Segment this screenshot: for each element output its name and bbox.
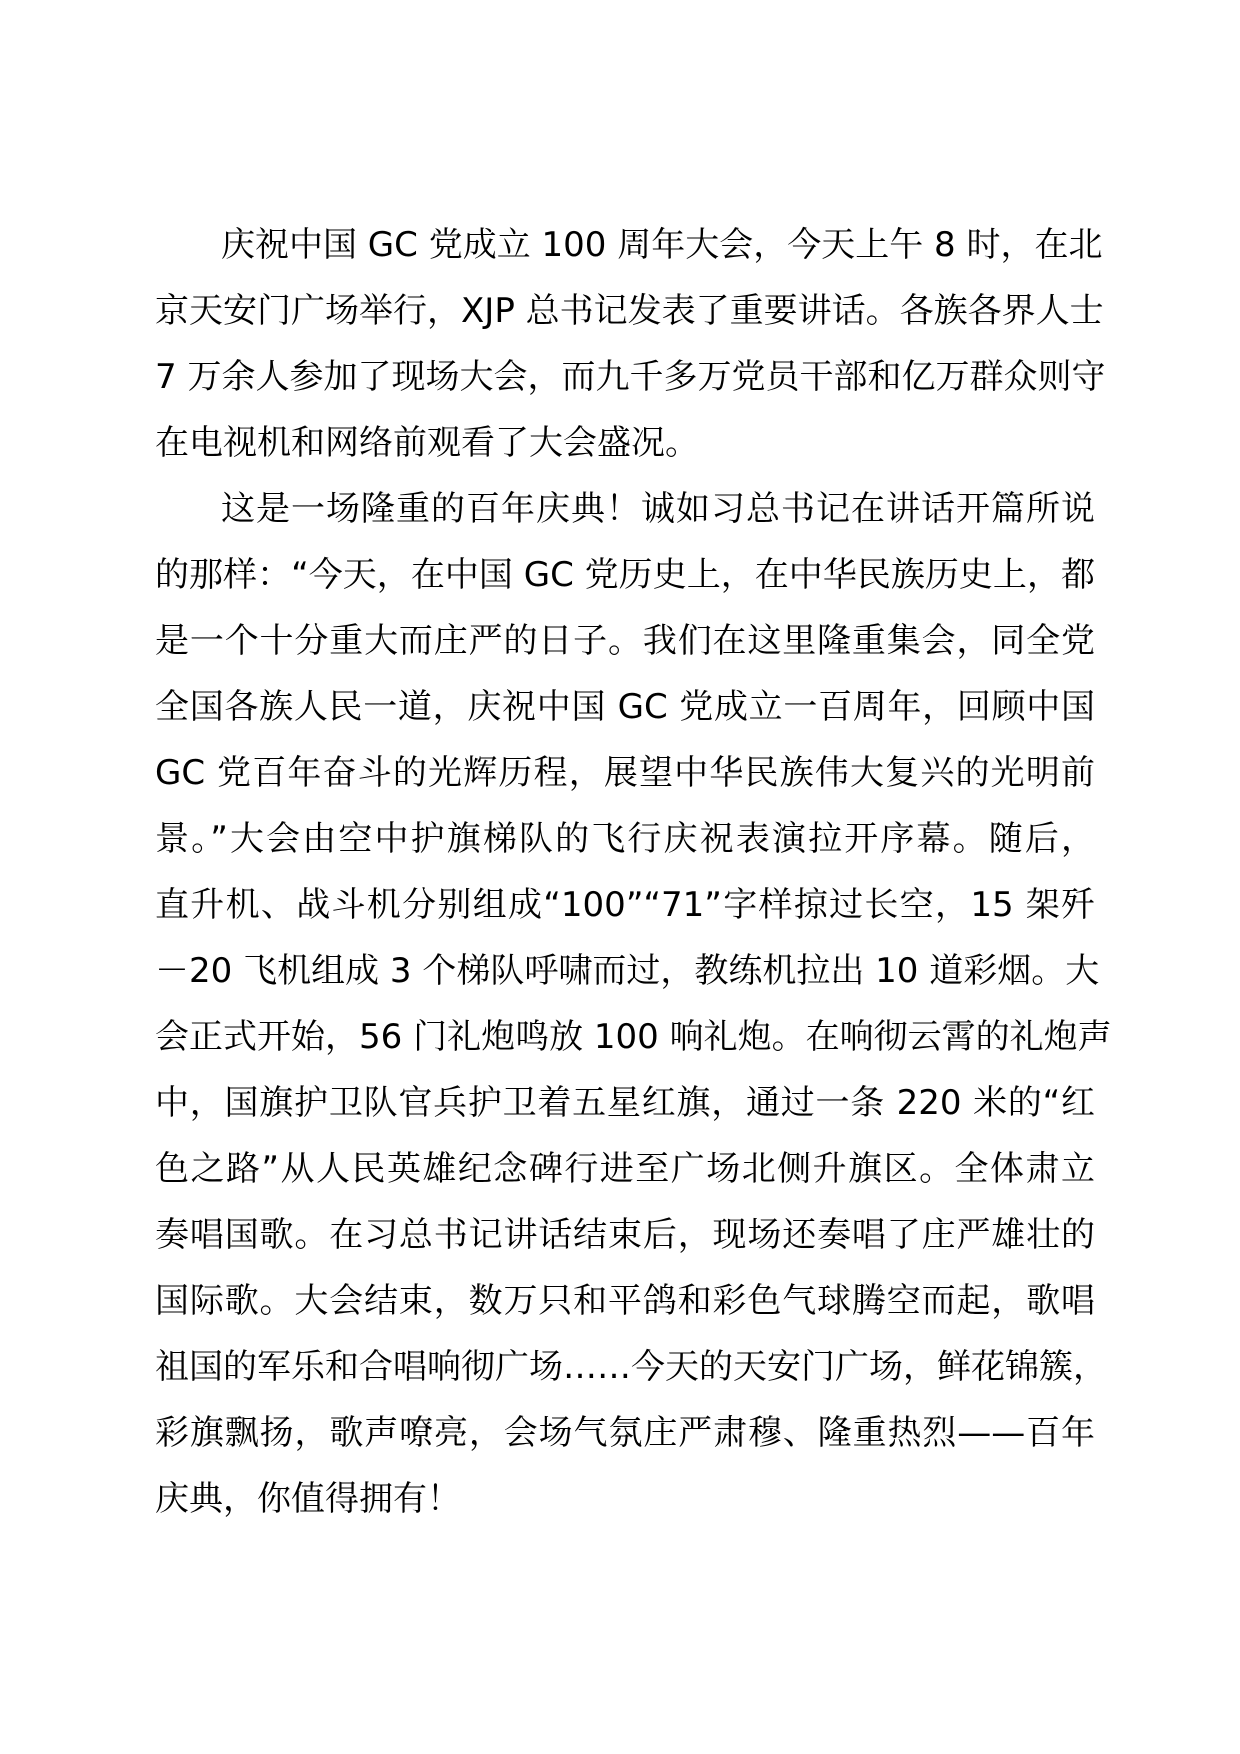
paragraph-1 [155,212,1106,476]
document-body [155,212,1112,1532]
paragraph-line: 这是一场隆重的百年庆典！诚如习总书记在讲话开篇所说 [221,489,1095,529]
paragraph-line: 庆祝中国 GC 党成立 100 周年大会，今天上午 8 时，在北 [221,225,1103,265]
paragraph-line: 是一个十分重大而庄严的日子。我们在这里隆重集会，同全党 [155,621,1095,661]
paragraph-line: 7 万余人参加了现场大会，而九千多万党员干部和亿万群众则守 [155,357,1106,397]
paragraph-line: 奏唱国歌。在习总书记讲话结束后，现场还奏唱了庄严雄壮的 [155,1215,1095,1255]
paragraph-2 [155,476,1112,1532]
paragraph-line: 的那样：“今天，在中国 GC 党历史上，在中华民族历史上，都 [155,555,1095,595]
paragraph-line: 直升机、战斗机分别组成“100”“71”字样掠过长空，15 架歼 [155,885,1095,925]
paragraph-line: 庆典，你值得拥有！ [155,1479,461,1519]
paragraph-line: 在电视机和网络前观看了大会盛况。 [155,423,699,463]
paragraph-line: 祖国的军乐和合唱响彻广场……今天的天安门广场，鲜花锦簇， [155,1347,1107,1387]
paragraph-line: 京天安门广场举行，XJP 总书记发表了重要讲话。各族各界人士 [155,291,1104,331]
paragraph-line: 景。”大会由空中护旗梯队的飞行庆祝表演拉开序幕。随后， [155,819,1095,859]
paragraph-line: GC 党百年奋斗的光辉历程，展望中华民族伟大复兴的光明前 [155,753,1095,793]
paragraph-line: 会正式开始，56 门礼炮鸣放 100 响礼炮。在响彻云霄的礼炮声 [155,1017,1112,1057]
paragraph-line: 色之路”从人民英雄纪念碑行进至广场北侧升旗区。全体肃立 [155,1149,1095,1189]
paragraph-line: －20 飞机组成 3 个梯队呼啸而过，教练机拉出 10 道彩烟。大 [155,951,1100,991]
paragraph-line: 国际歌。大会结束，数万只和平鸽和彩色气球腾空而起，歌唱 [155,1281,1095,1321]
paragraph-line: 全国各族人民一道，庆祝中国 GC 党成立一百周年，回顾中国 [155,687,1095,727]
paragraph-line: 彩旗飘扬，歌声嘹亮，会场气氛庄严肃穆、隆重热烈——百年 [155,1413,1095,1453]
paragraph-line: 中，国旗护卫队官兵护卫着五星红旗，通过一条 220 米的“红 [155,1083,1095,1123]
